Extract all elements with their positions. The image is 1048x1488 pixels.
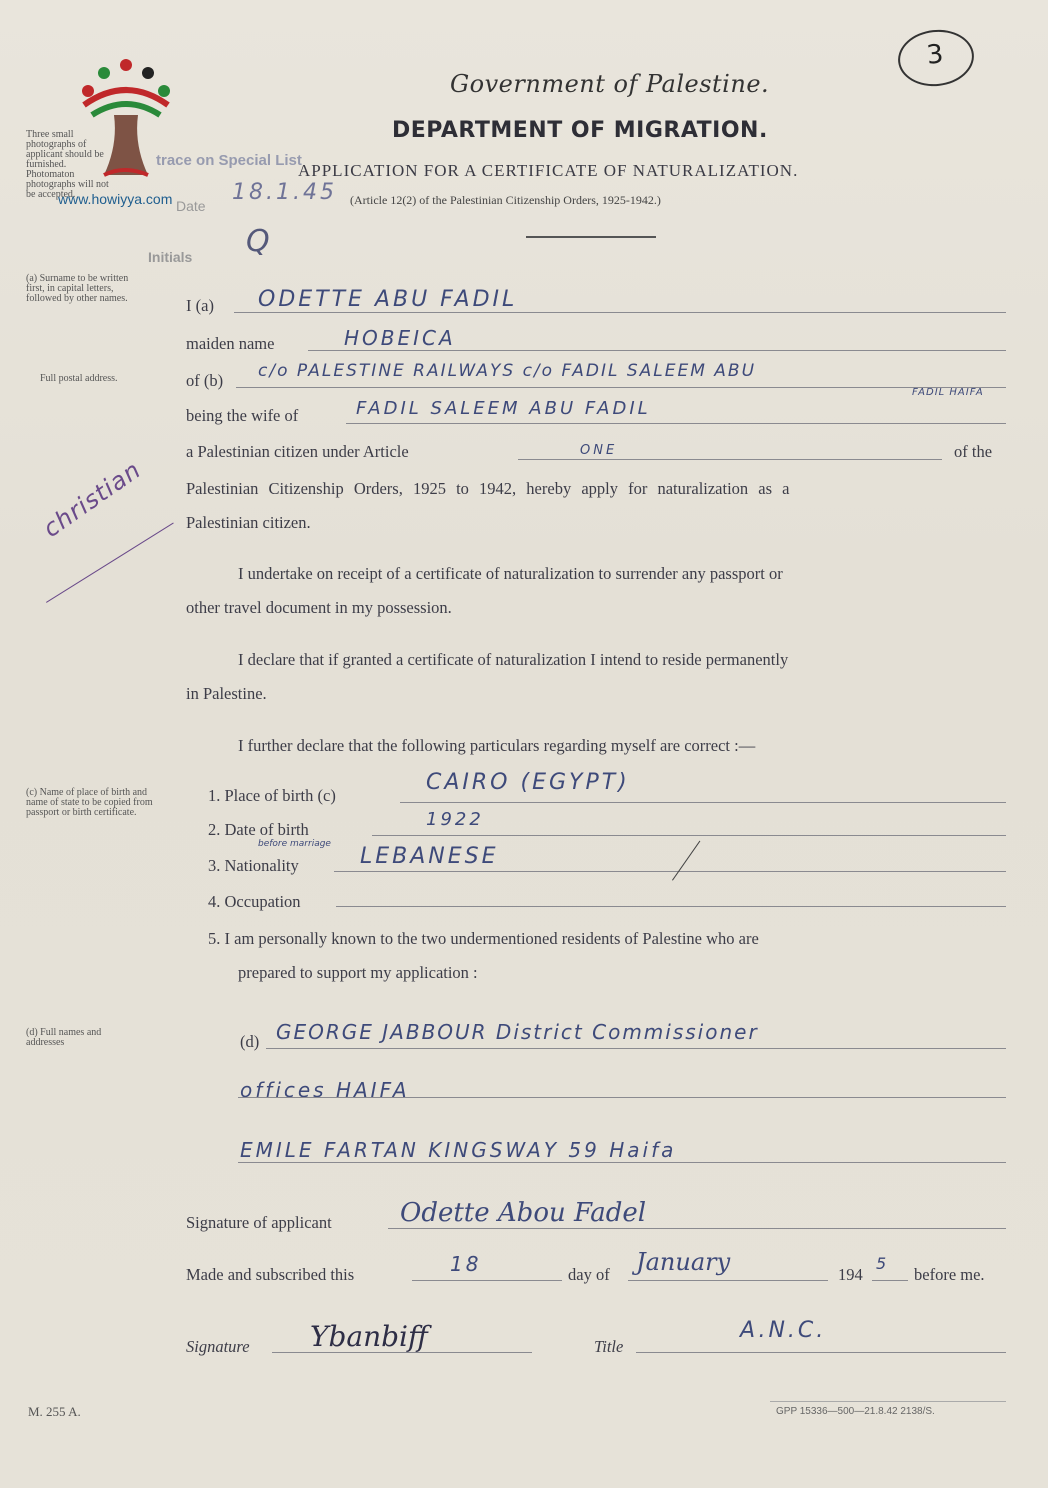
occupation-line [336,906,1006,907]
official-signature-value: Ybanbiff [310,1320,428,1353]
declare-2: in Palestine. [186,684,267,703]
maiden-value: HOBEICA [344,326,456,350]
surname-note: (a) Surname to be written first, in capital letters, followed by other names. [26,273,129,304]
date-stamp-label: Date [176,198,206,214]
undertake-1: I undertake on receipt of a certificate of naturalization to surrender any passport or [238,564,783,583]
occupation-stroke [672,841,700,881]
department-title: DEPARTMENT OF MIGRATION. [392,118,768,143]
month-value: January [636,1248,731,1276]
title-value: A.N.C. [740,1318,827,1343]
article-value: ONE [580,443,618,458]
photo-note: Three small photographs of applicant should be furnished. Photomaton photographs will not be accepted. [26,129,109,200]
birthplace-label: 1. Place of birth (c) [208,786,336,805]
signature-line [388,1228,1006,1229]
initials-label: Initials [148,249,193,265]
birth-note: (c) Name of place of birth and name of state to be copied from passport or birth certificate. [26,787,153,818]
footer-line [770,1401,1006,1402]
year-prefix: 194 [838,1265,863,1284]
religion-annotation: christian [38,455,147,543]
birthplace-value: CAIRO (EGYPT) [426,770,630,795]
referee-2: offices HAIFA [240,1078,410,1102]
signature-label: Signature of applicant [186,1213,332,1232]
maiden-label: maiden name [186,334,275,353]
address-label: of (b) [186,371,224,390]
occupation-label: 4. Occupation [208,892,301,911]
page-number-value: 3 [925,39,945,71]
of-the: of the [954,442,993,461]
referee-label: (d) [240,1032,260,1051]
address-value: c/o PALESTINE RAILWAYS c/o FADIL SALEEM ABU [258,361,757,381]
printer-code: GPP 15336—500—21.8.42 2138/S. [776,1406,935,1417]
referee-3: EMILE FARTAN KINGSWAY 59 Haifa [240,1138,677,1162]
nationality-value: LEBANESE [360,844,499,869]
header-rule [526,236,656,238]
name-value: ODETTE ABU FADIL [258,287,518,312]
signature-value: Odette Abou Fadel [400,1198,647,1228]
referee-line-2 [238,1097,1006,1098]
page-number [895,26,976,90]
date-stamp-value: 18.1.45 [232,180,337,205]
year-suffix: 5 [876,1254,890,1273]
article-line [518,459,942,460]
wife-value: FADIL SALEEM ABU FADIL [356,398,651,419]
nationality-note: before marriage [258,839,331,849]
further-declaration: I further declare that the following particulars regarding myself are correct :— [238,736,756,755]
dob-label: 2. Date of birth [208,820,309,839]
maiden-line [308,350,1006,351]
birthplace-line [400,802,1006,803]
official-signature-label: Signature [186,1337,250,1356]
month-line [628,1280,828,1281]
year-line [872,1280,908,1281]
application-title: APPLICATION FOR A CERTIFICATE OF NATURALIZATION. [298,161,799,180]
initials-value: Q [246,224,273,259]
title-line [636,1352,1006,1353]
address-value-2: FADIL HAIFA [912,387,984,398]
citizen-label: a Palestinian citizen under Article [186,442,409,461]
known-1: 5. I am personally known to the two undermentioned residents of Palestine who are [208,929,759,948]
orders-text: Palestinian Citizenship Orders, 1925 to 1942, hereby apply for naturalization as a [186,479,790,498]
postal-note: Full postal address. [40,373,118,384]
undertake-2: other travel document in my possession. [186,598,452,617]
form-code: M. 255 A. [28,1404,81,1419]
nationality-line [334,871,1006,872]
government-title: Government of Palestine. [450,70,770,98]
dob-line [372,835,1006,836]
dob-value: 1922 [426,809,484,830]
referee-line-1 [266,1048,1006,1049]
trace-stamp: trace on Special List [156,152,302,169]
address-line [236,387,1006,388]
referee-line-3 [238,1162,1006,1163]
wife-line [346,423,1006,424]
official-signature-line [272,1352,532,1353]
nationality-label: 3. Nationality [208,856,299,875]
article-reference: (Article 12(2) of the Palestinian Citizenship Orders, 1925-1942.) [350,193,661,207]
name-label: I (a) [186,296,214,315]
orders-text-2: Palestinian citizen. [186,513,311,532]
names-note: (d) Full names and addresses [26,1027,102,1048]
watermark-site: www.howiyya.com [58,191,173,207]
title-label: Title [594,1337,624,1356]
referee-1: GEORGE JABBOUR District Commissioner [276,1020,759,1044]
made-label: Made and subscribed this [186,1265,355,1284]
known-2: prepared to support my application : [238,963,478,982]
name-line [234,312,1006,313]
day-value: 18 [450,1252,482,1276]
before-me: before me. [914,1265,985,1284]
day-line [412,1280,562,1281]
wife-label: being the wife of [186,406,299,425]
declare-1: I declare that if granted a certificate of naturalization I intend to reside permanently [238,650,789,669]
day-of: day of [568,1265,610,1284]
